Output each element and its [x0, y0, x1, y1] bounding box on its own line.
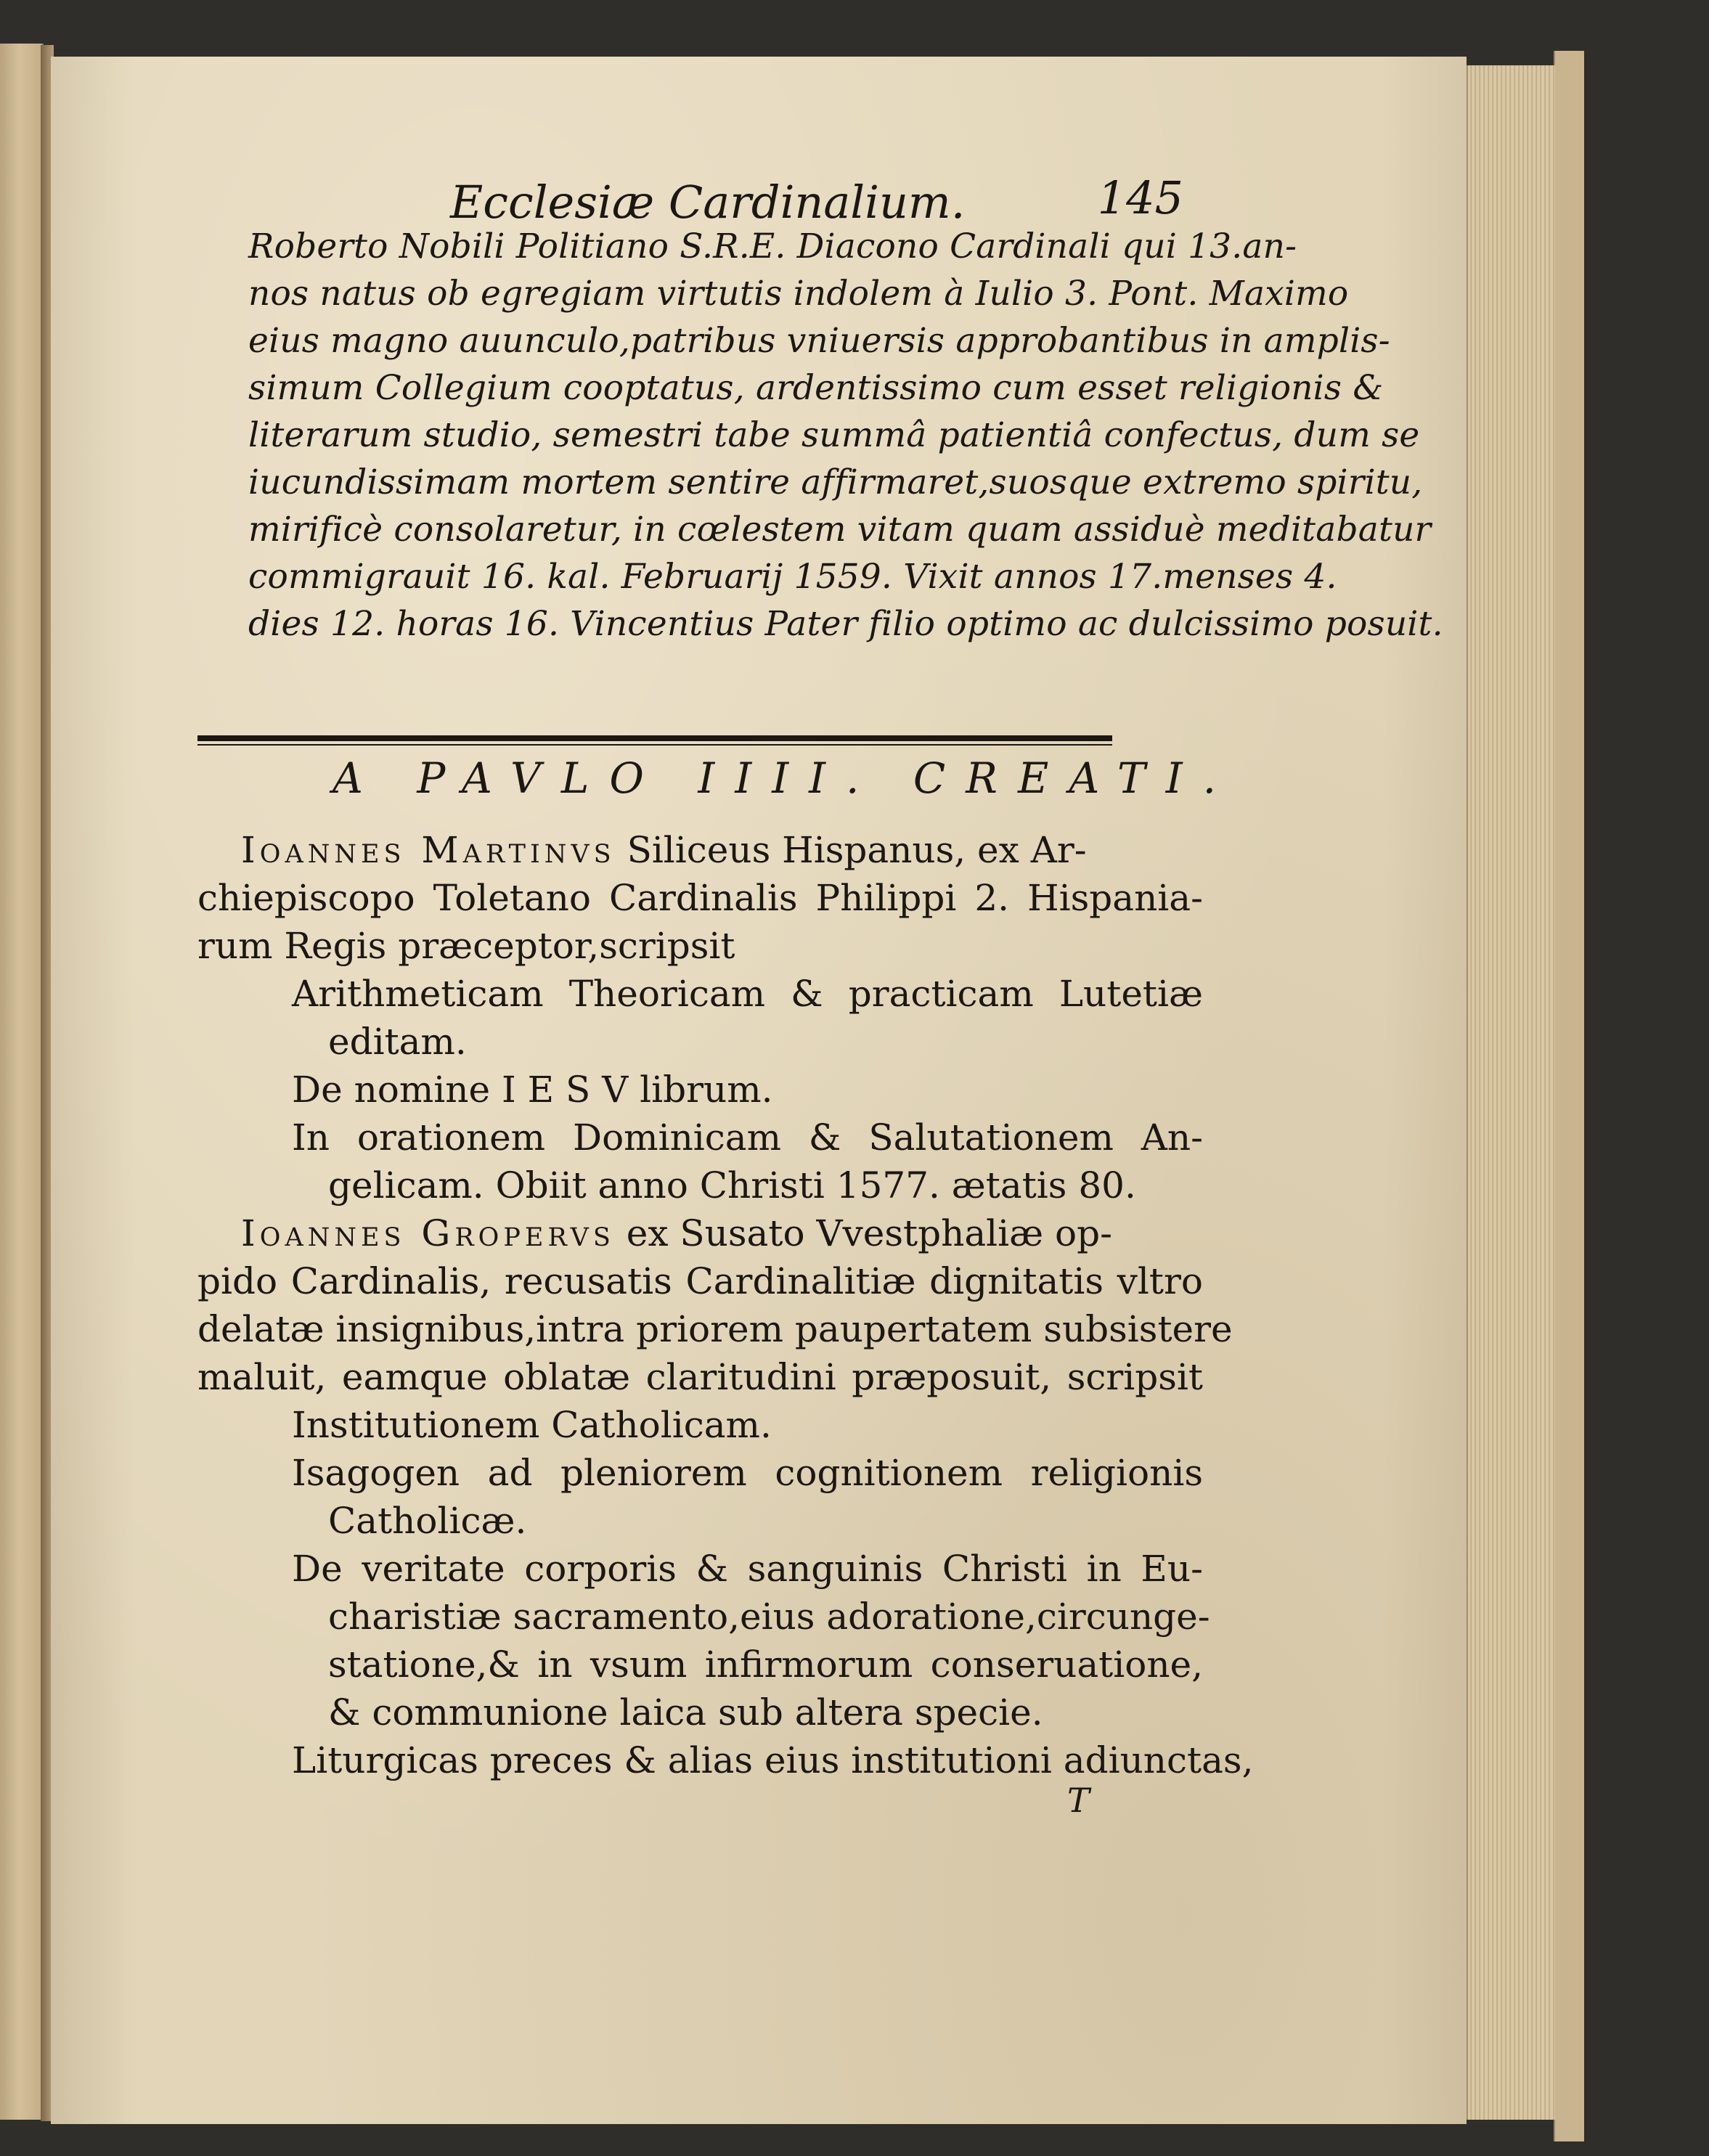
- work-title-line: Arithmeticam Theoricam & practicam Lutetiæ: [292, 973, 1203, 1015]
- running-head-title: Ecclesiæ Cardinalium.: [450, 176, 966, 229]
- work-title-line: gelicam. Obiit anno Christi 1577. ætatis 80.: [328, 1164, 1136, 1206]
- work-title-line: In orationem Dominicam & Salutationem An-: [292, 1116, 1203, 1159]
- catchword: T: [1067, 1781, 1090, 1820]
- section-divider-thin-rule: [197, 744, 1112, 746]
- work-title-line: Isagogen ad pleniorem cognitionem religionis: [292, 1452, 1203, 1494]
- entry-line: delatæ insignibus,intra priorem paupertatem subsistere: [197, 1308, 1233, 1350]
- section-divider-rule: [197, 735, 1112, 741]
- work-title-line: De nomine I E S V librum.: [292, 1069, 773, 1111]
- epitaph-line: eius magno auunculo,patribus vniuersis approbantibus in amplis-: [248, 321, 1390, 361]
- epitaph-line: simum Collegium cooptatus, ardentissimo cum esset religionis &: [248, 368, 1384, 408]
- work-title-line: statione,& in vsum infirmorum conseruatione,: [328, 1643, 1203, 1686]
- entry-line: [241, 828, 1203, 873]
- entry-line: [241, 1211, 1203, 1256]
- entry-line: chiepiscopo Toletano Cardinalis Philippi 2. Hispania-: [197, 877, 1203, 919]
- epitaph-line: iucundissimam mortem sentire affirmaret,suosque extremo spiritu,: [248, 462, 1423, 502]
- epitaph-line: dies 12. horas 16. Vincentius Pater filio optimo ac dulcissimo posuit.: [248, 604, 1443, 644]
- entry-line: rum Regis præceptor,scripsit: [197, 925, 735, 967]
- previous-page-edge: [0, 44, 44, 2120]
- book-cover-edge: [1554, 51, 1584, 2141]
- page-number: 145: [1097, 171, 1183, 224]
- entry-text: ex Susato Vvestphaliæ op-: [626, 1212, 1113, 1254]
- epitaph-line: Roberto Nobili Politiano S.R.E. Diacono Cardinali qui 13.an-: [248, 226, 1297, 266]
- entry-text: Siliceus Hispanus, ex Ar-: [627, 829, 1087, 871]
- work-title-line: Institutionem Catholicam.: [292, 1404, 772, 1446]
- work-title-line: editam.: [328, 1021, 467, 1063]
- page-edges: [1467, 65, 1555, 2120]
- work-title-line: De veritate corporis & sanguinis Christi in Eu-: [292, 1548, 1203, 1590]
- printed-page: [51, 57, 1467, 2124]
- entry-line: maluit, eamque oblatæ claritudini præposuit, scripsit: [197, 1356, 1203, 1398]
- work-title-line: Liturgicas preces & alias eius institutioni adiunctas,: [292, 1739, 1254, 1781]
- epitaph-line: commigrauit 16. kal. Februarij 1559. Vixit annos 17.menses 4.: [248, 557, 1337, 597]
- running-head: [450, 167, 1183, 232]
- entry-author-name: Ioannes Martinvs: [241, 829, 616, 871]
- epitaph-line: literarum studio, semestri tabe summâ patientiâ confectus, dum se: [248, 415, 1420, 455]
- entry-author-name: Ioannes Gropervs: [241, 1212, 615, 1254]
- epitaph-line: mirificè consolaretur, in cœlestem vitam quam assiduè meditabatur: [248, 510, 1432, 550]
- entry-line: pido Cardinalis, recusatis Cardinalitiæ dignitatis vltro: [197, 1260, 1203, 1302]
- epitaph-line: nos natus ob egregiam virtutis indolem à Iulio 3. Pont. Maximo: [248, 274, 1349, 314]
- work-title-line: & communione laica sub altera specie.: [328, 1691, 1043, 1734]
- work-title-line: charistiæ sacramento,eius adoratione,circunge-: [328, 1596, 1210, 1638]
- work-title-line: Catholicæ.: [328, 1500, 527, 1542]
- section-heading: A PAVLO IIII. CREATI.: [333, 754, 1237, 803]
